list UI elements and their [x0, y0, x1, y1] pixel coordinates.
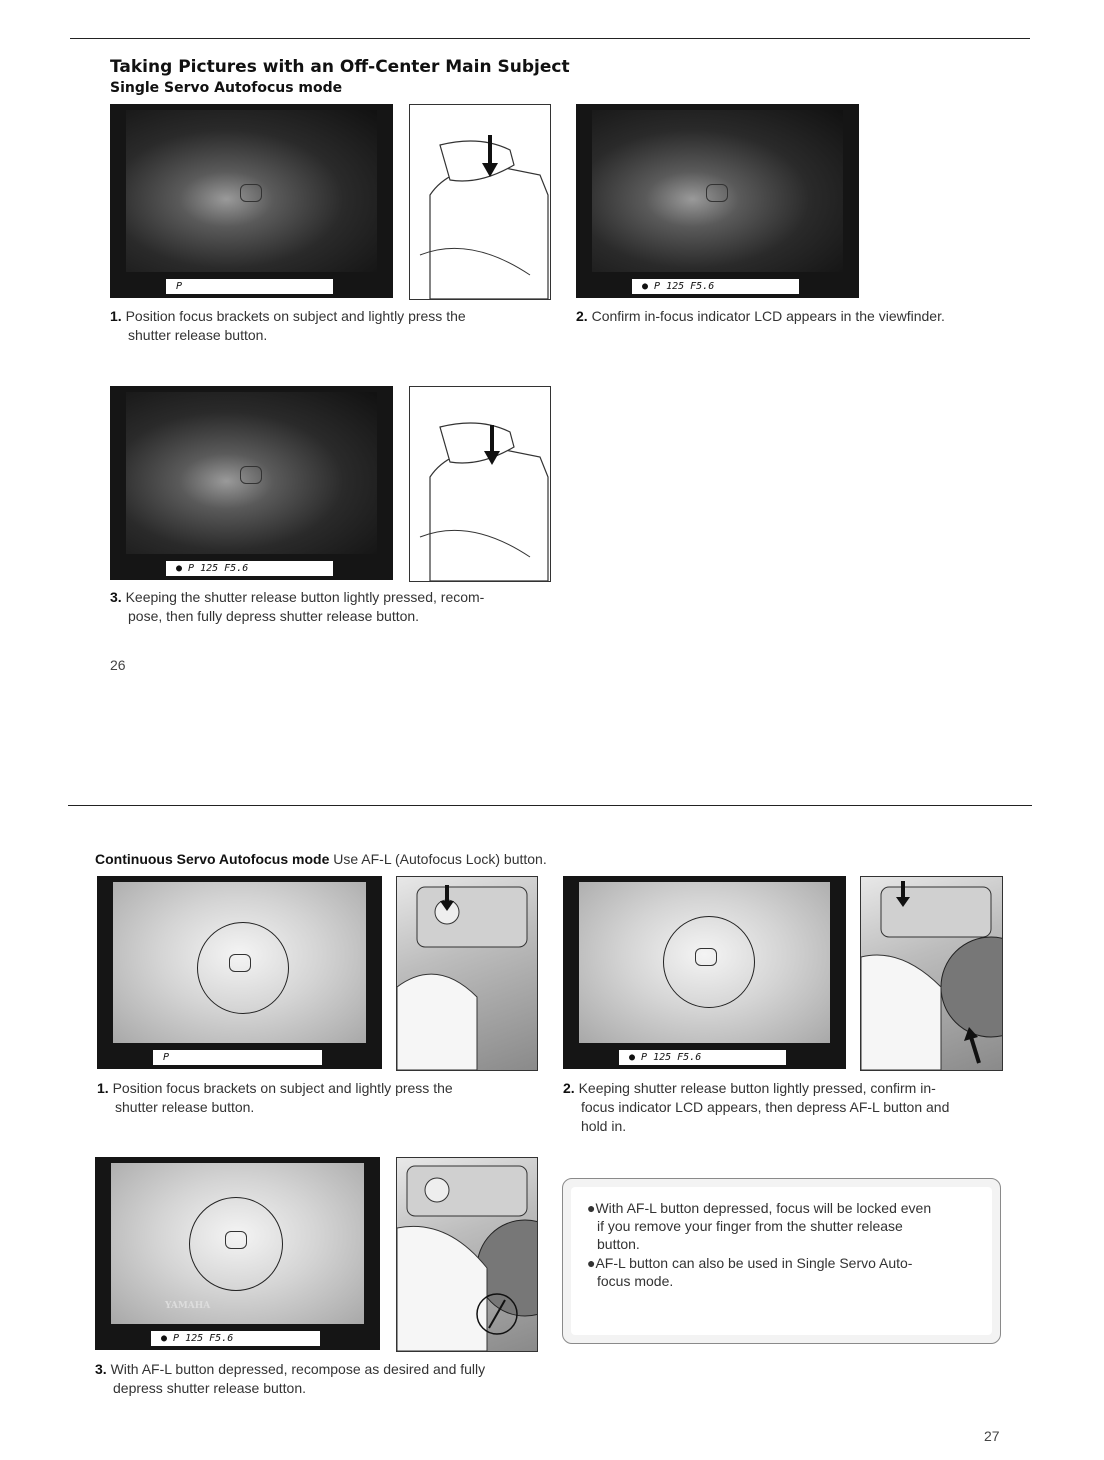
viewfinder-lcd: ● P 125 F5.6 [166, 561, 333, 576]
caption-line: focus indicator LCD appears, then depress AF-L button and [581, 1099, 950, 1115]
viewfinder-photo-step2 [576, 104, 859, 298]
viewfinder-lcd: ● P 125 F5.6 [151, 1331, 320, 1346]
camera-afl-button-photo [860, 876, 1003, 1071]
section-heading [95, 850, 547, 869]
viewfinder-lcd: ● P 125 F5.6 [632, 279, 799, 294]
note-bullet-1 [587, 1199, 987, 1253]
hand-pressing-shutter-illustration [409, 104, 551, 300]
note-line: button. [597, 1236, 640, 1252]
caption-line: Position focus brackets on subject and lightly press the [125, 308, 466, 324]
step-number: 3. [110, 589, 122, 605]
viewfinder-photo-step1 [110, 104, 393, 298]
caption-line: Keeping shutter release button lightly pressed, confirm in- [578, 1080, 936, 1096]
note-bullet-2 [587, 1254, 987, 1290]
viewfinder-photo-cs-step3 [95, 1157, 380, 1350]
step-number: 3. [95, 1361, 107, 1377]
camera-lens-icon [397, 1158, 537, 1351]
note-line: ●AF-L button can also be used in Single Servo Auto- [587, 1255, 913, 1271]
camera-lens-icon [861, 877, 1002, 1070]
focus-bracket [240, 466, 262, 484]
focus-bracket [229, 954, 251, 972]
bottom-rule [68, 805, 1032, 806]
caption-line: Confirm in-focus indicator LCD appears in the viewfinder. [591, 308, 945, 324]
page-title: Taking Pictures with an Off-Center Main Subject [110, 57, 570, 77]
step3-caption [110, 588, 550, 626]
hand-shutter-icon [410, 387, 550, 581]
caption-line: shutter release button. [128, 327, 268, 343]
step1-caption [110, 307, 530, 345]
focus-bracket [706, 184, 728, 202]
viewfinder-photo-step3 [110, 386, 393, 580]
cs-step1-caption [97, 1079, 517, 1117]
af-lock-note-box [562, 1178, 1001, 1344]
caption-line: With AF-L button depressed, recompose as desired and fully [110, 1361, 486, 1377]
step-number: 1. [110, 308, 122, 324]
step-number: 1. [97, 1080, 109, 1096]
viewfinder-lcd: ● P 125 F5.6 [619, 1050, 786, 1065]
step2-caption [576, 307, 1016, 326]
camera-body-icon [397, 877, 537, 1070]
bike-brand-label: YAMAHA [165, 1301, 211, 1311]
camera-af-button-photo [396, 876, 538, 1071]
page-number: 26 [110, 657, 126, 673]
cs-step3-caption [95, 1360, 545, 1398]
viewfinder-lcd: P [153, 1050, 322, 1065]
step-number: 2. [576, 308, 588, 324]
heading-bold: Continuous Servo Autofocus mode [95, 851, 330, 867]
heading-rest: Use AF-L (Autofocus Lock) button. [329, 851, 547, 867]
viewfinder-photo-cs-step2 [563, 876, 846, 1069]
viewfinder-lcd: P [166, 279, 333, 294]
step-number: 2. [563, 1080, 575, 1096]
caption-line: Position focus brackets on subject and lightly press the [112, 1080, 453, 1096]
note-line: if you remove your finger from the shutter release [597, 1218, 903, 1234]
caption-line: Keeping the shutter release button lightly pressed, recom- [125, 589, 485, 605]
top-rule [70, 38, 1030, 39]
camera-afl-hold-photo [396, 1157, 538, 1352]
caption-line: pose, then fully depress shutter release button. [128, 608, 420, 624]
hand-shutter-icon [410, 105, 550, 299]
section-subtitle: Single Servo Autofocus mode [110, 80, 343, 96]
hand-full-press-illustration [409, 386, 551, 582]
caption-line: hold in. [581, 1118, 627, 1134]
focus-bracket [240, 184, 262, 202]
cs-step2-caption [563, 1079, 1003, 1136]
viewfinder-photo-cs-step1 [97, 876, 382, 1069]
note-line: focus mode. [597, 1273, 674, 1289]
caption-line: shutter release button. [115, 1099, 255, 1115]
focus-bracket [695, 948, 717, 966]
focus-bracket [225, 1231, 247, 1249]
note-line: ●With AF-L button depressed, focus will be locked even [587, 1200, 932, 1216]
page-number: 27 [984, 1428, 1000, 1444]
caption-line: depress shutter release button. [113, 1380, 307, 1396]
